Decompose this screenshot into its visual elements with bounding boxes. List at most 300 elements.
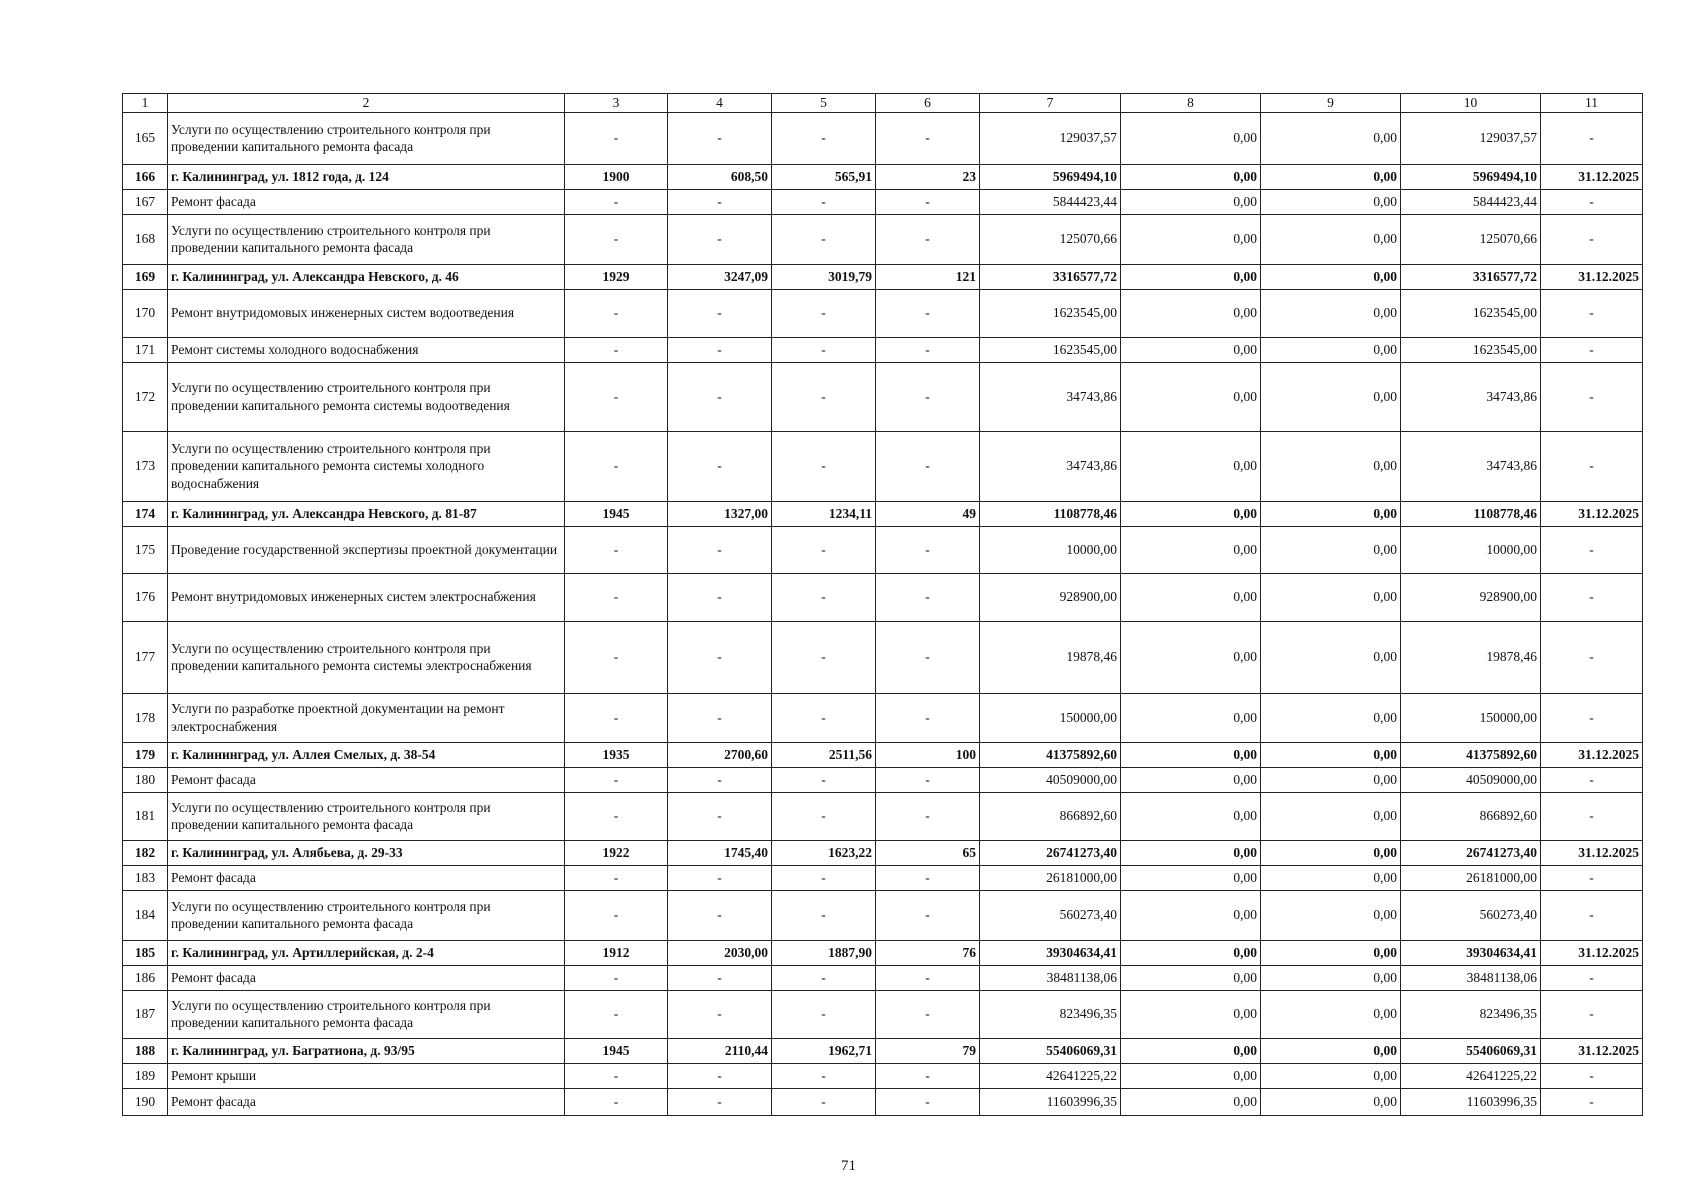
register-table xyxy=(122,93,1643,1116)
cell-completion-date: 31.12.2025 xyxy=(1541,164,1643,189)
cell-cost-col-9: 0,00 xyxy=(1261,621,1401,693)
cell-living-area: 3019,79 xyxy=(772,264,876,289)
cell-total-area: 3247,09 xyxy=(668,264,772,289)
cell-cost-col-8: 0,00 xyxy=(1121,965,1261,990)
cell-living-area: 1962,71 xyxy=(772,1038,876,1063)
cell-residents: - xyxy=(876,865,980,890)
cell-total-cost: 40509000,00 xyxy=(980,767,1121,792)
cell-total-cost: 42641225,22 xyxy=(980,1063,1121,1088)
cell-total-area: - xyxy=(668,112,772,164)
cell-description: г. Калининград, ул. Аллея Смелых, д. 38-54 xyxy=(168,742,565,767)
cell-description: Ремонт фасада xyxy=(168,865,565,890)
cell-cost-col-9: 0,00 xyxy=(1261,1063,1401,1088)
cell-residents: 76 xyxy=(876,940,980,965)
cell-cost-col-8: 0,00 xyxy=(1121,214,1261,264)
cell-completion-date: - xyxy=(1541,621,1643,693)
cell-total-cost: 26741273,40 xyxy=(980,840,1121,865)
cell-completion-date: - xyxy=(1541,1063,1643,1088)
cell-residents: - xyxy=(876,693,980,742)
cell-living-area: - xyxy=(772,693,876,742)
cell-year-built: - xyxy=(565,1063,668,1088)
cell-cost-col-9: 0,00 xyxy=(1261,214,1401,264)
cell-completion-date: - xyxy=(1541,289,1643,337)
cell-year-built: - xyxy=(565,112,668,164)
cell-cost-col-9: 0,00 xyxy=(1261,1088,1401,1115)
table-row-address xyxy=(123,264,1643,289)
cell-completion-date: - xyxy=(1541,112,1643,164)
table-row-address xyxy=(123,940,1643,965)
cell-cost-col-8: 0,00 xyxy=(1121,337,1261,362)
cell-cost-col-9: 0,00 xyxy=(1261,431,1401,501)
cell-cost-col-10: 19878,46 xyxy=(1401,621,1541,693)
cell-row-number: 185 xyxy=(123,940,168,965)
cell-cost-col-10: 34743,86 xyxy=(1401,362,1541,431)
cell-year-built: - xyxy=(565,990,668,1038)
cell-residents: - xyxy=(876,990,980,1038)
cell-total-area: - xyxy=(668,990,772,1038)
table-row-address xyxy=(123,1038,1643,1063)
cell-completion-date: 31.12.2025 xyxy=(1541,940,1643,965)
cell-residents: 23 xyxy=(876,164,980,189)
cell-cost-col-9: 0,00 xyxy=(1261,264,1401,289)
cell-total-cost: 1623545,00 xyxy=(980,337,1121,362)
cell-cost-col-9: 0,00 xyxy=(1261,767,1401,792)
cell-description: Ремонт внутридомовых инженерных систем электроснабжения xyxy=(168,573,565,621)
cell-cost-col-9: 0,00 xyxy=(1261,792,1401,840)
cell-cost-col-10: 5844423,44 xyxy=(1401,189,1541,214)
cell-cost-col-9: 0,00 xyxy=(1261,501,1401,526)
table-row-address xyxy=(123,501,1643,526)
cell-cost-col-10: 125070,66 xyxy=(1401,214,1541,264)
cell-year-built: 1935 xyxy=(565,742,668,767)
cell-total-cost: 823496,35 xyxy=(980,990,1121,1038)
cell-living-area: - xyxy=(772,890,876,940)
cell-description: Ремонт фасада xyxy=(168,189,565,214)
cell-total-area: - xyxy=(668,890,772,940)
cell-cost-col-8: 0,00 xyxy=(1121,526,1261,573)
header-row xyxy=(123,94,1643,113)
cell-residents: - xyxy=(876,337,980,362)
cell-row-number: 180 xyxy=(123,767,168,792)
table-row xyxy=(123,865,1643,890)
cell-row-number: 177 xyxy=(123,621,168,693)
cell-cost-col-8: 0,00 xyxy=(1121,1063,1261,1088)
cell-cost-col-9: 0,00 xyxy=(1261,189,1401,214)
cell-cost-col-8: 0,00 xyxy=(1121,264,1261,289)
cell-living-area: - xyxy=(772,289,876,337)
cell-total-area: 1745,40 xyxy=(668,840,772,865)
cell-completion-date: - xyxy=(1541,865,1643,890)
cell-cost-col-10: 150000,00 xyxy=(1401,693,1541,742)
cell-living-area: - xyxy=(772,990,876,1038)
cell-total-cost: 5969494,10 xyxy=(980,164,1121,189)
cell-row-number: 176 xyxy=(123,573,168,621)
cell-total-cost: 55406069,31 xyxy=(980,1038,1121,1063)
cell-cost-col-9: 0,00 xyxy=(1261,362,1401,431)
cell-living-area: - xyxy=(772,214,876,264)
cell-cost-col-8: 0,00 xyxy=(1121,940,1261,965)
cell-living-area: - xyxy=(772,1088,876,1115)
header-cell-6: 6 xyxy=(876,94,980,113)
table-row xyxy=(123,792,1643,840)
cell-living-area: - xyxy=(772,362,876,431)
cell-cost-col-10: 5969494,10 xyxy=(1401,164,1541,189)
table-row xyxy=(123,890,1643,940)
cell-row-number: 168 xyxy=(123,214,168,264)
cell-cost-col-10: 3316577,72 xyxy=(1401,264,1541,289)
cell-row-number: 181 xyxy=(123,792,168,840)
cell-row-number: 188 xyxy=(123,1038,168,1063)
cell-living-area: - xyxy=(772,573,876,621)
cell-cost-col-10: 1623545,00 xyxy=(1401,289,1541,337)
cell-year-built: - xyxy=(565,1088,668,1115)
cell-year-built: 1922 xyxy=(565,840,668,865)
header-cell-4: 4 xyxy=(668,94,772,113)
cell-completion-date: - xyxy=(1541,1088,1643,1115)
cell-total-cost: 19878,46 xyxy=(980,621,1121,693)
cell-year-built: - xyxy=(565,337,668,362)
cell-residents: - xyxy=(876,890,980,940)
cell-description: Ремонт фасада xyxy=(168,965,565,990)
cell-year-built: - xyxy=(565,865,668,890)
cell-cost-col-10: 823496,35 xyxy=(1401,990,1541,1038)
cell-total-cost: 11603996,35 xyxy=(980,1088,1121,1115)
cell-residents: 79 xyxy=(876,1038,980,1063)
header-cell-7: 7 xyxy=(980,94,1121,113)
cell-completion-date: - xyxy=(1541,431,1643,501)
cell-description: Услуги по осуществлению строительного контроля при проведении капитального ремонта фасада xyxy=(168,792,565,840)
cell-total-area: - xyxy=(668,792,772,840)
cell-year-built: - xyxy=(565,431,668,501)
cell-completion-date: - xyxy=(1541,890,1643,940)
cell-residents: - xyxy=(876,189,980,214)
cell-cost-col-10: 40509000,00 xyxy=(1401,767,1541,792)
cell-row-number: 179 xyxy=(123,742,168,767)
cell-year-built: - xyxy=(565,767,668,792)
cell-cost-col-8: 0,00 xyxy=(1121,1038,1261,1063)
cell-cost-col-9: 0,00 xyxy=(1261,1038,1401,1063)
cell-completion-date: - xyxy=(1541,526,1643,573)
table-row xyxy=(123,990,1643,1038)
cell-residents: - xyxy=(876,289,980,337)
cell-completion-date: - xyxy=(1541,189,1643,214)
cell-total-area: - xyxy=(668,189,772,214)
cell-cost-col-9: 0,00 xyxy=(1261,742,1401,767)
cell-total-area: - xyxy=(668,767,772,792)
cell-row-number: 186 xyxy=(123,965,168,990)
cell-year-built: 1945 xyxy=(565,501,668,526)
cell-living-area: - xyxy=(772,431,876,501)
cell-residents: - xyxy=(876,621,980,693)
cell-year-built: - xyxy=(565,289,668,337)
cell-total-cost: 125070,66 xyxy=(980,214,1121,264)
cell-cost-col-9: 0,00 xyxy=(1261,573,1401,621)
cell-living-area: - xyxy=(772,526,876,573)
cell-row-number: 190 xyxy=(123,1088,168,1115)
cell-total-area: - xyxy=(668,526,772,573)
cell-description: Услуги по осуществлению строительного контроля при проведении капитального ремонта системы водоотведения xyxy=(168,362,565,431)
cell-cost-col-8: 0,00 xyxy=(1121,431,1261,501)
cell-cost-col-8: 0,00 xyxy=(1121,792,1261,840)
cell-total-area: 2110,44 xyxy=(668,1038,772,1063)
cell-cost-col-10: 26741273,40 xyxy=(1401,840,1541,865)
cell-cost-col-10: 42641225,22 xyxy=(1401,1063,1541,1088)
cell-description: г. Калининград, ул. Багратиона, д. 93/95 xyxy=(168,1038,565,1063)
cell-residents: - xyxy=(876,526,980,573)
table-row xyxy=(123,431,1643,501)
cell-living-area: 565,91 xyxy=(772,164,876,189)
cell-living-area: 1234,11 xyxy=(772,501,876,526)
cell-completion-date: - xyxy=(1541,214,1643,264)
cell-residents: 49 xyxy=(876,501,980,526)
table-row-address xyxy=(123,164,1643,189)
cell-completion-date: - xyxy=(1541,337,1643,362)
cell-cost-col-10: 1623545,00 xyxy=(1401,337,1541,362)
cell-total-cost: 38481138,06 xyxy=(980,965,1121,990)
cell-year-built: 1900 xyxy=(565,164,668,189)
cell-total-area: - xyxy=(668,1063,772,1088)
cell-total-area: 608,50 xyxy=(668,164,772,189)
header-cell-1: 1 xyxy=(123,94,168,113)
cell-cost-col-8: 0,00 xyxy=(1121,621,1261,693)
cell-cost-col-8: 0,00 xyxy=(1121,164,1261,189)
cell-year-built: 1929 xyxy=(565,264,668,289)
cell-cost-col-10: 928900,00 xyxy=(1401,573,1541,621)
cell-row-number: 166 xyxy=(123,164,168,189)
cell-residents: - xyxy=(876,965,980,990)
cell-residents: - xyxy=(876,1088,980,1115)
cell-cost-col-10: 34743,86 xyxy=(1401,431,1541,501)
header-cell-9: 9 xyxy=(1261,94,1401,113)
cell-completion-date: 31.12.2025 xyxy=(1541,264,1643,289)
cell-cost-col-8: 0,00 xyxy=(1121,865,1261,890)
header-cell-3: 3 xyxy=(565,94,668,113)
cell-description: Ремонт фасада xyxy=(168,767,565,792)
cell-living-area: 1887,90 xyxy=(772,940,876,965)
cell-total-cost: 34743,86 xyxy=(980,431,1121,501)
cell-cost-col-10: 866892,60 xyxy=(1401,792,1541,840)
cell-year-built: - xyxy=(565,621,668,693)
cell-total-cost: 1623545,00 xyxy=(980,289,1121,337)
cell-total-cost: 3316577,72 xyxy=(980,264,1121,289)
header-cell-5: 5 xyxy=(772,94,876,113)
cell-living-area: - xyxy=(772,792,876,840)
cell-total-area: 2700,60 xyxy=(668,742,772,767)
table-row xyxy=(123,214,1643,264)
cell-total-cost: 5844423,44 xyxy=(980,189,1121,214)
cell-row-number: 178 xyxy=(123,693,168,742)
table-row xyxy=(123,693,1643,742)
cell-total-cost: 41375892,60 xyxy=(980,742,1121,767)
cell-description: Ремонт фасада xyxy=(168,1088,565,1115)
cell-residents: 100 xyxy=(876,742,980,767)
table-row xyxy=(123,289,1643,337)
cell-cost-col-10: 1108778,46 xyxy=(1401,501,1541,526)
cell-description: Услуги по осуществлению строительного контроля при проведении капитального ремонта фасада xyxy=(168,990,565,1038)
cell-living-area: 2511,56 xyxy=(772,742,876,767)
cell-residents: - xyxy=(876,573,980,621)
cell-completion-date: - xyxy=(1541,693,1643,742)
cell-year-built: - xyxy=(565,573,668,621)
cell-year-built: - xyxy=(565,693,668,742)
cell-cost-col-9: 0,00 xyxy=(1261,693,1401,742)
cell-cost-col-8: 0,00 xyxy=(1121,767,1261,792)
cell-row-number: 173 xyxy=(123,431,168,501)
header-cell-10: 10 xyxy=(1401,94,1541,113)
header-cell-8: 8 xyxy=(1121,94,1261,113)
cell-row-number: 172 xyxy=(123,362,168,431)
cell-row-number: 170 xyxy=(123,289,168,337)
cell-total-area: - xyxy=(668,362,772,431)
cell-cost-col-9: 0,00 xyxy=(1261,940,1401,965)
cell-description: г. Калининград, ул. Артиллерийская, д. 2-4 xyxy=(168,940,565,965)
cell-total-area: - xyxy=(668,573,772,621)
cell-living-area: - xyxy=(772,865,876,890)
cell-cost-col-8: 0,00 xyxy=(1121,112,1261,164)
cell-cost-col-10: 26181000,00 xyxy=(1401,865,1541,890)
cell-total-area: - xyxy=(668,621,772,693)
cell-row-number: 171 xyxy=(123,337,168,362)
cell-completion-date: - xyxy=(1541,792,1643,840)
cell-completion-date: 31.12.2025 xyxy=(1541,742,1643,767)
cell-total-area: - xyxy=(668,865,772,890)
cell-description: Услуги по разработке проектной документации на ремонт электроснабжения xyxy=(168,693,565,742)
cell-completion-date: 31.12.2025 xyxy=(1541,501,1643,526)
cell-total-area: - xyxy=(668,289,772,337)
cell-cost-col-9: 0,00 xyxy=(1261,840,1401,865)
cell-total-area: 1327,00 xyxy=(668,501,772,526)
cell-total-area: - xyxy=(668,1088,772,1115)
cell-cost-col-8: 0,00 xyxy=(1121,501,1261,526)
cell-residents: - xyxy=(876,362,980,431)
cell-cost-col-10: 41375892,60 xyxy=(1401,742,1541,767)
cell-cost-col-10: 11603996,35 xyxy=(1401,1088,1541,1115)
cell-description: Услуги по осуществлению строительного контроля при проведении капитального ремонта системы электроснабжения xyxy=(168,621,565,693)
cell-description: Услуги по осуществлению строительного контроля при проведении капитального ремонта системы холодного водоснабжения xyxy=(168,431,565,501)
cell-row-number: 183 xyxy=(123,865,168,890)
table-row-address xyxy=(123,840,1643,865)
table-row xyxy=(123,621,1643,693)
cell-living-area: - xyxy=(772,621,876,693)
table-row xyxy=(123,1088,1643,1115)
cell-description: Проведение государственной экспертизы проектной документации xyxy=(168,526,565,573)
cell-total-cost: 1108778,46 xyxy=(980,501,1121,526)
cell-cost-col-9: 0,00 xyxy=(1261,865,1401,890)
cell-total-area: - xyxy=(668,693,772,742)
table-row xyxy=(123,965,1643,990)
cell-total-cost: 26181000,00 xyxy=(980,865,1121,890)
cell-row-number: 189 xyxy=(123,1063,168,1088)
cell-cost-col-10: 38481138,06 xyxy=(1401,965,1541,990)
cell-cost-col-8: 0,00 xyxy=(1121,289,1261,337)
cell-cost-col-9: 0,00 xyxy=(1261,965,1401,990)
table-row xyxy=(123,1063,1643,1088)
table-row xyxy=(123,337,1643,362)
cell-cost-col-10: 10000,00 xyxy=(1401,526,1541,573)
cell-cost-col-8: 0,00 xyxy=(1121,1088,1261,1115)
cell-year-built: - xyxy=(565,890,668,940)
cell-year-built: 1945 xyxy=(565,1038,668,1063)
cell-completion-date: 31.12.2025 xyxy=(1541,840,1643,865)
cell-row-number: 187 xyxy=(123,990,168,1038)
cell-year-built: - xyxy=(565,965,668,990)
cell-description: г. Калининград, ул. 1812 года, д. 124 xyxy=(168,164,565,189)
cell-description: Услуги по осуществлению строительного контроля при проведении капитального ремонта фасада xyxy=(168,112,565,164)
cell-cost-col-10: 39304634,41 xyxy=(1401,940,1541,965)
cell-living-area: - xyxy=(772,767,876,792)
cell-living-area: - xyxy=(772,965,876,990)
header-cell-11: 11 xyxy=(1541,94,1643,113)
table-row-address xyxy=(123,742,1643,767)
cell-cost-col-8: 0,00 xyxy=(1121,742,1261,767)
table-row xyxy=(123,189,1643,214)
cell-cost-col-9: 0,00 xyxy=(1261,890,1401,940)
cell-row-number: 165 xyxy=(123,112,168,164)
cell-total-cost: 928900,00 xyxy=(980,573,1121,621)
cell-description: г. Калининград, ул. Алябьева, д. 29-33 xyxy=(168,840,565,865)
cell-cost-col-8: 0,00 xyxy=(1121,362,1261,431)
cell-residents: 121 xyxy=(876,264,980,289)
cell-residents: - xyxy=(876,792,980,840)
cell-total-area: 2030,00 xyxy=(668,940,772,965)
table-row xyxy=(123,573,1643,621)
table-row xyxy=(123,526,1643,573)
cell-residents: - xyxy=(876,112,980,164)
cell-total-cost: 129037,57 xyxy=(980,112,1121,164)
cell-total-area: - xyxy=(668,337,772,362)
cell-year-built: 1912 xyxy=(565,940,668,965)
cell-cost-col-9: 0,00 xyxy=(1261,164,1401,189)
cell-cost-col-8: 0,00 xyxy=(1121,693,1261,742)
cell-description: Ремонт крыши xyxy=(168,1063,565,1088)
cell-total-area: - xyxy=(668,431,772,501)
cell-completion-date: - xyxy=(1541,573,1643,621)
cell-description: Ремонт внутридомовых инженерных систем водоотведения xyxy=(168,289,565,337)
cell-description: г. Калининград, ул. Александра Невского, д. 81-87 xyxy=(168,501,565,526)
cell-living-area: - xyxy=(772,337,876,362)
cell-year-built: - xyxy=(565,362,668,431)
cell-total-cost: 150000,00 xyxy=(980,693,1121,742)
cell-residents: 65 xyxy=(876,840,980,865)
header-cell-2: 2 xyxy=(168,94,565,113)
cell-description: Ремонт системы холодного водоснабжения xyxy=(168,337,565,362)
cell-residents: - xyxy=(876,767,980,792)
cell-living-area: - xyxy=(772,189,876,214)
cell-year-built: - xyxy=(565,214,668,264)
cell-residents: - xyxy=(876,431,980,501)
cell-residents: - xyxy=(876,1063,980,1088)
cell-cost-col-10: 129037,57 xyxy=(1401,112,1541,164)
cell-residents: - xyxy=(876,214,980,264)
cell-completion-date: - xyxy=(1541,990,1643,1038)
cell-cost-col-9: 0,00 xyxy=(1261,337,1401,362)
cell-row-number: 167 xyxy=(123,189,168,214)
table-row xyxy=(123,112,1643,164)
cell-row-number: 182 xyxy=(123,840,168,865)
cell-description: Услуги по осуществлению строительного контроля при проведении капитального ремонта фасада xyxy=(168,890,565,940)
cell-total-area: - xyxy=(668,965,772,990)
cell-total-cost: 34743,86 xyxy=(980,362,1121,431)
cell-completion-date: - xyxy=(1541,767,1643,792)
cell-cost-col-10: 55406069,31 xyxy=(1401,1038,1541,1063)
cell-cost-col-8: 0,00 xyxy=(1121,573,1261,621)
cell-cost-col-9: 0,00 xyxy=(1261,289,1401,337)
cell-cost-col-9: 0,00 xyxy=(1261,526,1401,573)
cell-living-area: - xyxy=(772,1063,876,1088)
cell-cost-col-9: 0,00 xyxy=(1261,112,1401,164)
table-row xyxy=(123,362,1643,431)
cell-living-area: 1623,22 xyxy=(772,840,876,865)
